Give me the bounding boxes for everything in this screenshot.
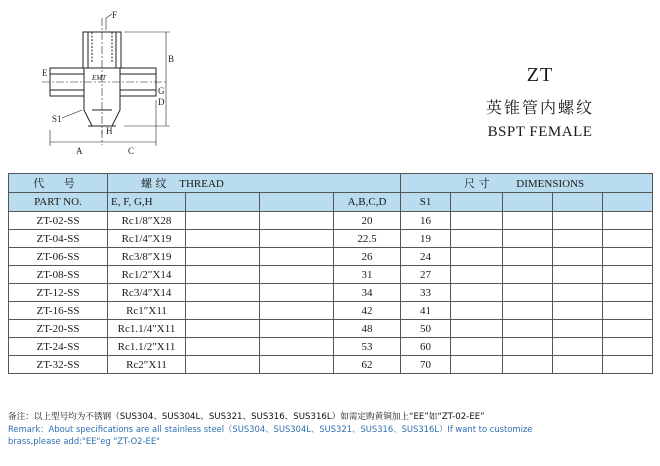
empty-cell [553,320,603,338]
thread-header-cn: 螺 纹 [141,177,167,190]
table-row [9,212,653,230]
header-row-2 [9,193,653,212]
empty-cell [553,230,603,248]
empty-cell [553,302,603,320]
dim-s1-cell: 60 [401,338,451,356]
part-number-cell: ZT-08-SS [9,266,108,284]
empty-cell [503,193,553,212]
empty-cell [451,266,503,284]
remarks [8,411,658,447]
empty-cell [451,356,503,374]
label-a: A [76,146,83,156]
label-d: D [158,97,165,107]
empty-cell [603,266,653,284]
product-name-cn: 英锥管内螺纹 [485,98,594,117]
thread-cell: Rc1/4″X19 [108,230,186,248]
dim-col-s1-header: S1 [401,193,451,212]
dim-abcd-cell: 42 [334,302,401,320]
empty-cell [186,356,260,374]
dim-s1-cell: 19 [401,230,451,248]
empty-cell [603,248,653,266]
thread-cell: Rc1.1/4″X11 [108,320,186,338]
label-b: B [168,54,175,64]
empty-cell [603,356,653,374]
dim-s1-cell: 16 [401,212,451,230]
empty-cell [553,338,603,356]
empty-cell [451,320,503,338]
dim-abcd-cell: 53 [334,338,401,356]
empty-cell [186,320,260,338]
thread-cell: Rc1/2″X14 [108,266,186,284]
table-row [9,338,653,356]
empty-cell [503,356,553,374]
header-row-1 [9,174,653,193]
thread-cell: Rc2″X11 [108,356,186,374]
empty-cell [186,230,260,248]
dim-header [401,174,653,193]
dim-s1-cell: 27 [401,266,451,284]
empty-cell [451,302,503,320]
part-header-en: PART NO. [9,193,108,212]
empty-cell [260,356,334,374]
thread-cell: Rc3/4″X14 [108,284,186,302]
empty-cell [186,212,260,230]
part-header-cn: 代 号 [9,174,108,193]
label-e: E [42,68,48,78]
empty-cell [603,320,653,338]
empty-cell [603,284,653,302]
part-number-cell: ZT-16-SS [9,302,108,320]
part-number-cell: ZT-06-SS [9,248,108,266]
empty-cell [503,338,553,356]
empty-cell [451,230,503,248]
empty-cell [603,302,653,320]
empty-cell [186,266,260,284]
dim-s1-cell: 50 [401,320,451,338]
spec-table [8,173,653,374]
empty-cell [451,212,503,230]
dim-abcd-cell: 26 [334,248,401,266]
empty-cell [553,248,603,266]
empty-cell [186,284,260,302]
empty-cell [260,212,334,230]
empty-cell [260,302,334,320]
dim-header-cn: 尺 寸 [464,177,490,190]
empty-cell [553,193,603,212]
empty-cell [451,338,503,356]
empty-cell [503,320,553,338]
empty-cell [553,266,603,284]
dim-s1-cell: 33 [401,284,451,302]
empty-cell [553,356,603,374]
empty-cell [260,230,334,248]
table-row [9,248,653,266]
product-code: ZT [526,64,554,86]
label-g: G [158,86,165,96]
remark-en-line2: brass,please add:"EE"eg "ZT-O2-EE" [8,436,160,446]
dim-s1-cell: 24 [401,248,451,266]
dim-col-abcd-header: A,B,C,D [334,193,401,212]
empty-cell [503,302,553,320]
thread-header [108,174,401,193]
empty-cell [260,284,334,302]
table-row [9,356,653,374]
dim-abcd-cell: 48 [334,320,401,338]
thread-cell: Rc3/8″X19 [108,248,186,266]
table-row [9,284,653,302]
empty-cell [603,193,653,212]
part-number-cell: ZT-04-SS [9,230,108,248]
label-s1: S1 [52,114,62,124]
part-number-cell: ZT-12-SS [9,284,108,302]
empty-cell [451,248,503,266]
dim-abcd-cell: 20 [334,212,401,230]
brand-mark: EMT [92,74,106,82]
empty-cell [260,320,334,338]
empty-cell [186,248,260,266]
empty-cell [260,266,334,284]
thread-header-en: THREAD [179,178,224,190]
empty-cell [260,338,334,356]
label-f: F [112,10,118,20]
cross-fitting-drawing [40,10,210,160]
part-number-cell: ZT-20-SS [9,320,108,338]
empty-cell [260,193,334,212]
dim-abcd-cell: 34 [334,284,401,302]
spec-table-body [9,212,653,374]
thread-sub-header: E, F, G,H [108,193,186,212]
empty-cell [503,248,553,266]
empty-cell [503,230,553,248]
table-row [9,302,653,320]
dim-s1-cell: 41 [401,302,451,320]
dim-header-en: DIMENSIONS [516,178,585,190]
empty-cell [553,212,603,230]
thread-cell: Rc1/8″X28 [108,212,186,230]
empty-cell [260,248,334,266]
part-number-cell: ZT-02-SS [9,212,108,230]
remark-cn: 备注：以上型号均为不锈钢（SUS304、SUS304L、SUS321、SUS316、SUS316L）如需定购黄铜加上“EE”如“ZT-02-EE” [8,412,485,422]
empty-cell [603,230,653,248]
empty-cell [503,284,553,302]
part-number-cell: ZT-24-SS [9,338,108,356]
remark-en-line1: Remark：About specifications are all stainless steel（SUS304、SUS304L、SUS321、SUS316、SUS316L）If want to customize [8,424,533,434]
table-row [9,266,653,284]
thread-cell: Rc1″X11 [108,302,186,320]
empty-cell [451,193,503,212]
dim-abcd-cell: 62 [334,356,401,374]
dim-s1-cell: 70 [401,356,451,374]
empty-cell [503,266,553,284]
empty-cell [186,338,260,356]
table-row [9,230,653,248]
label-c: C [128,146,135,156]
empty-cell [603,338,653,356]
empty-cell [553,284,603,302]
table-row [9,320,653,338]
title-block [440,64,640,141]
dim-abcd-cell: 31 [334,266,401,284]
empty-cell [186,193,260,212]
empty-cell [186,302,260,320]
part-number-cell: ZT-32-SS [9,356,108,374]
empty-cell [451,284,503,302]
empty-cell [603,212,653,230]
label-h: H [106,126,113,136]
empty-cell [503,212,553,230]
dim-abcd-cell: 22.5 [334,230,401,248]
thread-cell: Rc1.1/2″X11 [108,338,186,356]
product-name-en: BSPT FEMALE [487,124,593,140]
